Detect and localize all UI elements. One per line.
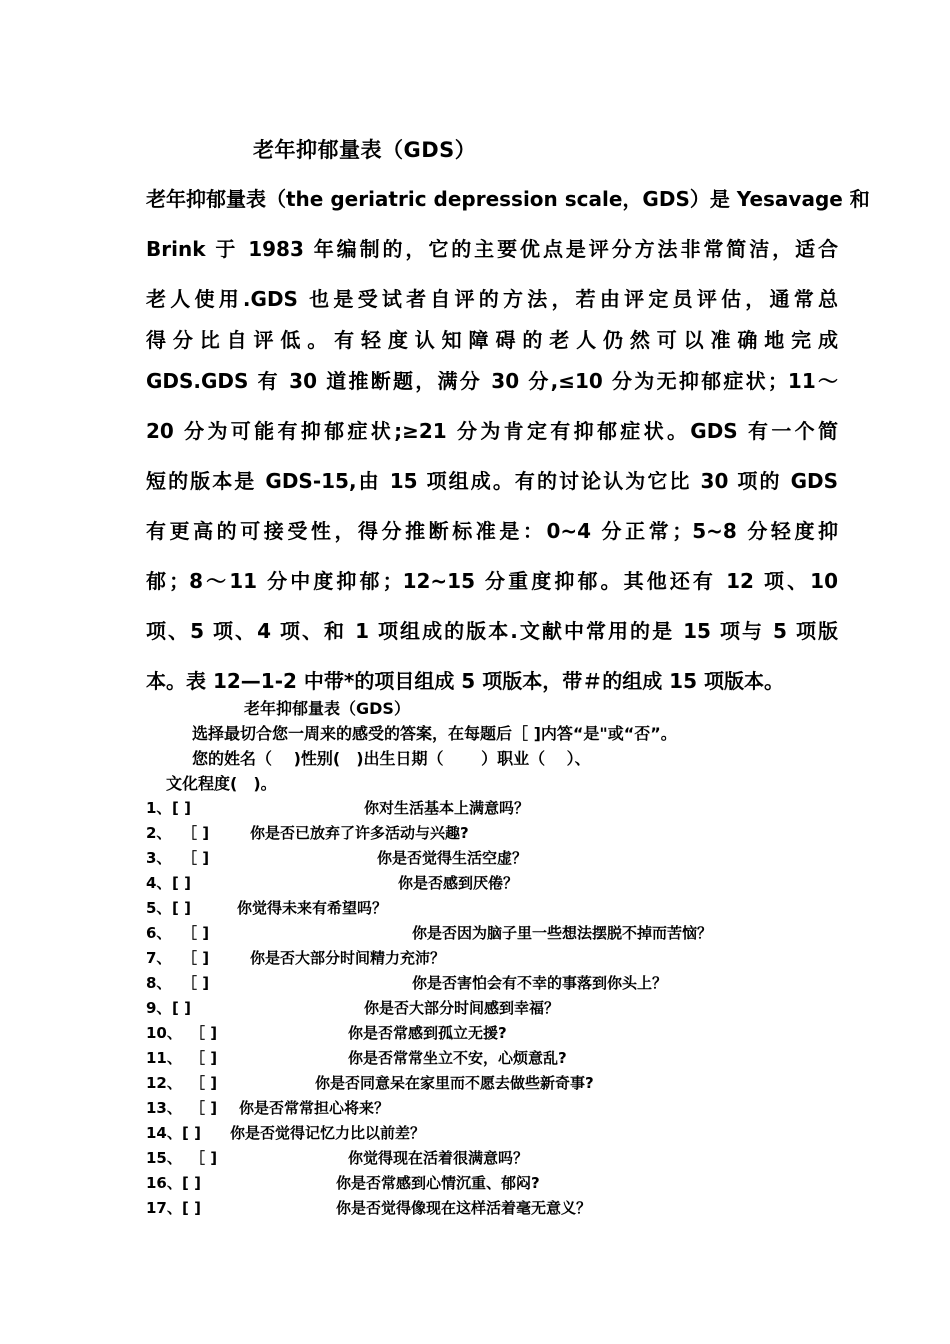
question-item xyxy=(146,1046,567,1070)
intro-line: 得分比自评低。有轻度认知障碍的老人仍然可以准确地完成 xyxy=(146,328,838,352)
question-item xyxy=(146,1196,592,1220)
answer-box[interactable]: [ ] xyxy=(172,799,191,817)
question-number: 7、 xyxy=(146,949,172,967)
question-text: 你是否常常坐立不安，心烦意乱? xyxy=(348,1049,567,1067)
intro-line: Brink 于 1983 年编制的，它的主要优点是评分方法非常简洁，适合 xyxy=(146,237,838,261)
question-number: 14、 xyxy=(146,1124,182,1142)
intro-line: 短的版本是 GDS-15,由 15 项组成。有的讨论认为它比 30 项的 GDS xyxy=(146,469,838,493)
question-number: 17、 xyxy=(146,1199,182,1217)
question-text: 你是否常感到孤立无援? xyxy=(348,1024,507,1042)
question-item xyxy=(146,821,469,845)
question-item xyxy=(146,846,528,870)
question-text: 你是否已放弃了许多活动与兴趣? xyxy=(250,824,469,842)
form-instruction: 选择最切合您一周来的感受的答案，在每题后［ ]内答“是"或“否”。 xyxy=(192,724,677,743)
answer-box[interactable]: [ ] xyxy=(172,999,191,1017)
intro-line: 本。表 12—1-2 中带*的项目组成 5 项版本，带＃的组成 15 项版本。 xyxy=(146,669,784,693)
question-text: 你是否害怕会有不幸的事落到你头上？ xyxy=(412,974,668,992)
question-item xyxy=(146,921,713,945)
answer-box[interactable]: ［ ] xyxy=(190,1024,218,1042)
education-field[interactable]: 文化程度( )。 xyxy=(166,774,277,793)
answer-box[interactable]: [ ] xyxy=(182,1174,201,1192)
question-text: 你对生活基本上满意吗？ xyxy=(364,799,530,817)
answer-box[interactable]: [ ] xyxy=(182,1199,201,1217)
question-item xyxy=(146,1171,540,1195)
question-number: 13、 xyxy=(146,1099,182,1117)
question-item xyxy=(146,796,530,820)
question-text: 你是否常感到心情沉重、郁闷? xyxy=(336,1174,540,1192)
question-number: 12、 xyxy=(146,1074,182,1092)
question-number: 2、 xyxy=(146,824,172,842)
question-text: 你觉得现在活着很满意吗？ xyxy=(348,1149,529,1167)
question-item xyxy=(146,1146,529,1170)
answer-box[interactable]: [ ] xyxy=(172,874,191,892)
question-number: 10、 xyxy=(146,1024,182,1042)
answer-box[interactable]: ［ ] xyxy=(182,974,210,992)
answer-box[interactable]: ［ ] xyxy=(182,849,210,867)
answer-box[interactable]: ［ ] xyxy=(182,924,210,942)
intro-line: GDS.GDS 有 30 道推断题，满分 30 分,≤10 分为无抑郁症状；11～ xyxy=(146,369,838,393)
question-number: 3、 xyxy=(146,849,172,867)
question-text: 你是否觉得像现在这样活着毫无意义？ xyxy=(336,1199,592,1217)
answer-box[interactable]: ［ ] xyxy=(190,1049,218,1067)
question-item xyxy=(146,996,560,1020)
answer-box[interactable]: ［ ] xyxy=(190,1074,218,1092)
question-number: 15、 xyxy=(146,1149,182,1167)
intro-paragraph xyxy=(146,177,870,703)
intro-line: 有更高的可接受性，得分推断标准是：0~4 分正常；5~8 分轻度抑 xyxy=(146,519,838,543)
question-text: 你是否因为脑子里一些想法摆脱不掉而苦恼？ xyxy=(412,924,713,942)
question-item xyxy=(146,1021,507,1045)
intro-line: 老年抑郁量表（the geriatric depression scale，GDS）是 Yesavage 和 xyxy=(146,187,870,211)
question-text: 你是否觉得生活空虚？ xyxy=(377,849,528,867)
question-text: 你是否大部分时间感到幸福？ xyxy=(364,999,560,1017)
question-text: 你觉得未来有希望吗？ xyxy=(237,899,388,917)
intro-line: 20 分为可能有抑郁症状;≥21 分为肯定有抑郁症状。GDS 有一个简 xyxy=(146,419,838,443)
question-text: 你是否常常担心将来？ xyxy=(239,1099,390,1117)
question-number: 8、 xyxy=(146,974,172,992)
answer-box[interactable]: ［ ] xyxy=(190,1099,218,1117)
question-item xyxy=(146,946,446,970)
question-item xyxy=(146,871,519,895)
question-text: 你是否大部分时间精力充沛？ xyxy=(250,949,446,967)
form-title: 老年抑郁量表（GDS） xyxy=(244,699,410,718)
question-item xyxy=(146,1121,426,1145)
question-number: 9、 xyxy=(146,999,172,1017)
document-title: 老年抑郁量表（GDS） xyxy=(253,138,477,162)
answer-box[interactable]: ［ ] xyxy=(182,949,210,967)
question-number: 6、 xyxy=(146,924,172,942)
question-item xyxy=(146,1096,390,1120)
question-item xyxy=(146,896,388,920)
question-number: 1、 xyxy=(146,799,172,817)
question-number: 4、 xyxy=(146,874,172,892)
question-number: 11、 xyxy=(146,1049,182,1067)
question-item xyxy=(146,971,668,995)
intro-line: 老人使用.GDS 也是受试者自评的方法，若由评定员评估，通常总 xyxy=(146,287,838,311)
question-text: 你是否同意呆在家里而不愿去做些新奇事? xyxy=(315,1074,594,1092)
question-text: 你是否感到厌倦？ xyxy=(398,874,519,892)
question-number: 16、 xyxy=(146,1174,182,1192)
intro-line: 项、5 项、4 项、和 1 项组成的版本.文献中常用的是 15 项与 5 项版 xyxy=(146,619,838,643)
answer-box[interactable]: ［ ] xyxy=(182,824,210,842)
question-item xyxy=(146,1071,594,1095)
answer-box[interactable]: ［ ] xyxy=(190,1149,218,1167)
question-text: 你是否觉得记忆力比以前差？ xyxy=(230,1124,426,1142)
intro-line: 郁；8～11 分中度抑郁；12~15 分重度抑郁。其他还有 12 项、10 xyxy=(146,569,838,593)
question-number: 5、 xyxy=(146,899,172,917)
answer-box[interactable]: [ ] xyxy=(172,899,191,917)
personal-info-fields[interactable]: 您的姓名（ )性别( )出生日期（ ）职业（ ）、 xyxy=(192,749,591,768)
answer-box[interactable]: [ ] xyxy=(182,1124,201,1142)
